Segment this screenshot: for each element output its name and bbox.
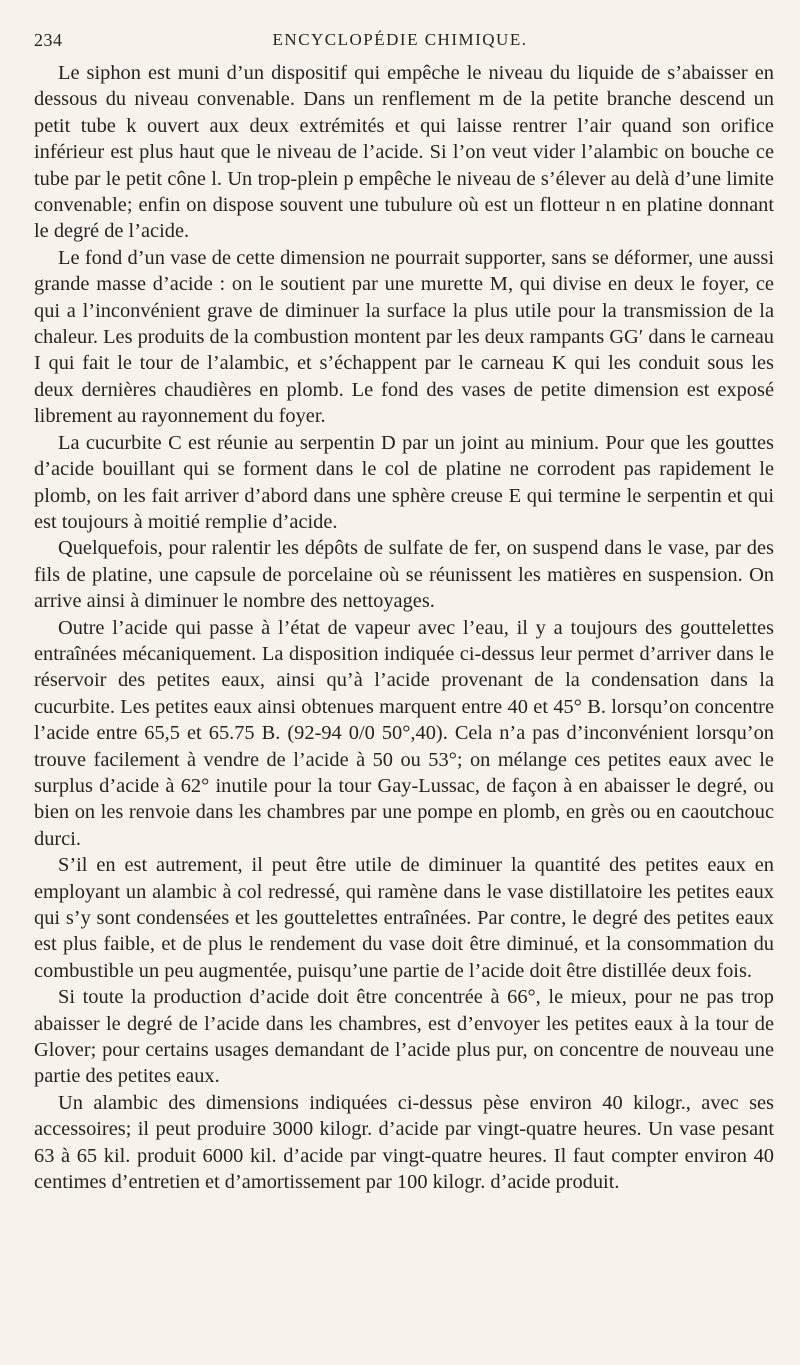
running-title: ENCYCLOPÉDIE CHIMIQUE.: [272, 30, 528, 49]
paragraph: S’il en est autrement, il peut être utile de diminuer la quantité des petites eaux en employant un alambic à col redressé, qui ramène dans le vase distillatoire les petites eaux qui s’y sont condensées et les gouttelettes entraînées. Par contre, le degré des petites eaux est plus faible, et de plus le rendement du vase doit être diminué, et la consommation du combustible un peu augmentée, puisqu’une partie de l’acide doit être distillée deux fois.: [34, 854, 774, 982]
page-number: 234: [34, 30, 63, 50]
paragraph: Si toute la production d’acide doit être concentrée à 66°, le mieux, pour ne pas trop abaisser le degré de l’acide dans les chambres, est d’envoyer les petites eaux à la tour de Glover; pour certains usages demandant de l’acide plus pur, on concentre de nouveau une partie des petites eaux.: [34, 986, 774, 1088]
paragraph: Le fond d’un vase de cette dimension ne pourrait supporter, sans se déformer, une aussi grande masse d’acide : on le soutient par une murette M, qui divise en deux le foyer, ce qui a l’inconvénient grave de diminuer la surface la plus utile pour la transmission de la chaleur. Les produits de la combustion montent par les deux rampants GG′ dans le carneau I qui fait le tour de l’alambic, et s’échappent par le carneau K qui les conduit sous les deux dernières chaudières en plomb. Le fond des vases de petite dimension est exposé librement au rayonnement du foyer.: [34, 246, 775, 428]
paragraph: Le siphon est muni d’un dispositif qui empêche le niveau du liquide de s’abaisser en dessous du niveau convenable. Dans un renflement m de la petite branche descend un petit tube k ouvert aux deux extrémités et qui laisse rentrer l’air quand son orifice inférieur est plus haut que le niveau de l’acide. Si l’on veut vider l’alambic on bouche ce tube par le petit cône l. Un trop-plein p empêche le niveau de s’élever au delà d’une limite convenable; enfin on dispose souvent une tubulure où est un flotteur n en platine donnant le degré de l’acide.: [34, 62, 774, 243]
paragraph: Quelquefois, pour ralentir les dépôts de sulfate de fer, on suspend dans le vase, par des fils de platine, une capsule de porcelaine où se réunissent les matières en suspension. On arrive ainsi à diminuer le nombre des nettoyages.: [34, 537, 774, 613]
page-header: [34, 26, 766, 56]
paragraph: Un alambic des dimensions indiquées ci-dessus pèse environ 40 kilogr., avec ses accessoires; il peut produire 3000 kilogr. d’acide par vingt-quatre heures. Un vase pesant 63 à 65 kil. produit 6000 kil. d’acide par vingt-quatre heures. Il faut compter environ 40 centimes d’entretien et d’amortissement par 100 kilogr. d’acide produit.: [34, 1091, 774, 1194]
paragraph: La cucurbite C est réunie au serpentin D par un joint au minium. Pour que les gouttes d’acide bouillant qui se forment dans le col de platine ne corrodent pas rapidement le plomb, on les fait arriver d’abord dans une sphère creuse E qui termine le serpentin et qui est toujours à moitié remplie d’acide.: [34, 431, 774, 533]
paragraph: Outre l’acide qui passe à l’état de vapeur avec l’eau, il y a toujours des gouttelettes entraînées mécaniquement. La disposition indiquée ci-dessus leur permet d’arriver dans le réservoir des petites eaux, ainsi qu’à l’acide provenant de la condensation dans la cucurbite. Les petites eaux ainsi obtenues marquent entre 40 et 45° B. lorsqu’on concentre l’acide entre 65,5 et 65.75 B. (92-94 0/0 50°,40). Cela n’a pas d’inconvénient lorsqu’on trouve facilement à vendre de l’acide à 50 ou 53°; on mélange ces petites eaux avec le surplus d’acide à 62° inutile pour la tour Gay-Lussac, de façon à en abaisser le degré, ou bien on les renvoie dans les chambres par une pompe en plomb, en grès ou en caoutchouc durci.: [34, 616, 774, 850]
body-text: [34, 60, 774, 1195]
